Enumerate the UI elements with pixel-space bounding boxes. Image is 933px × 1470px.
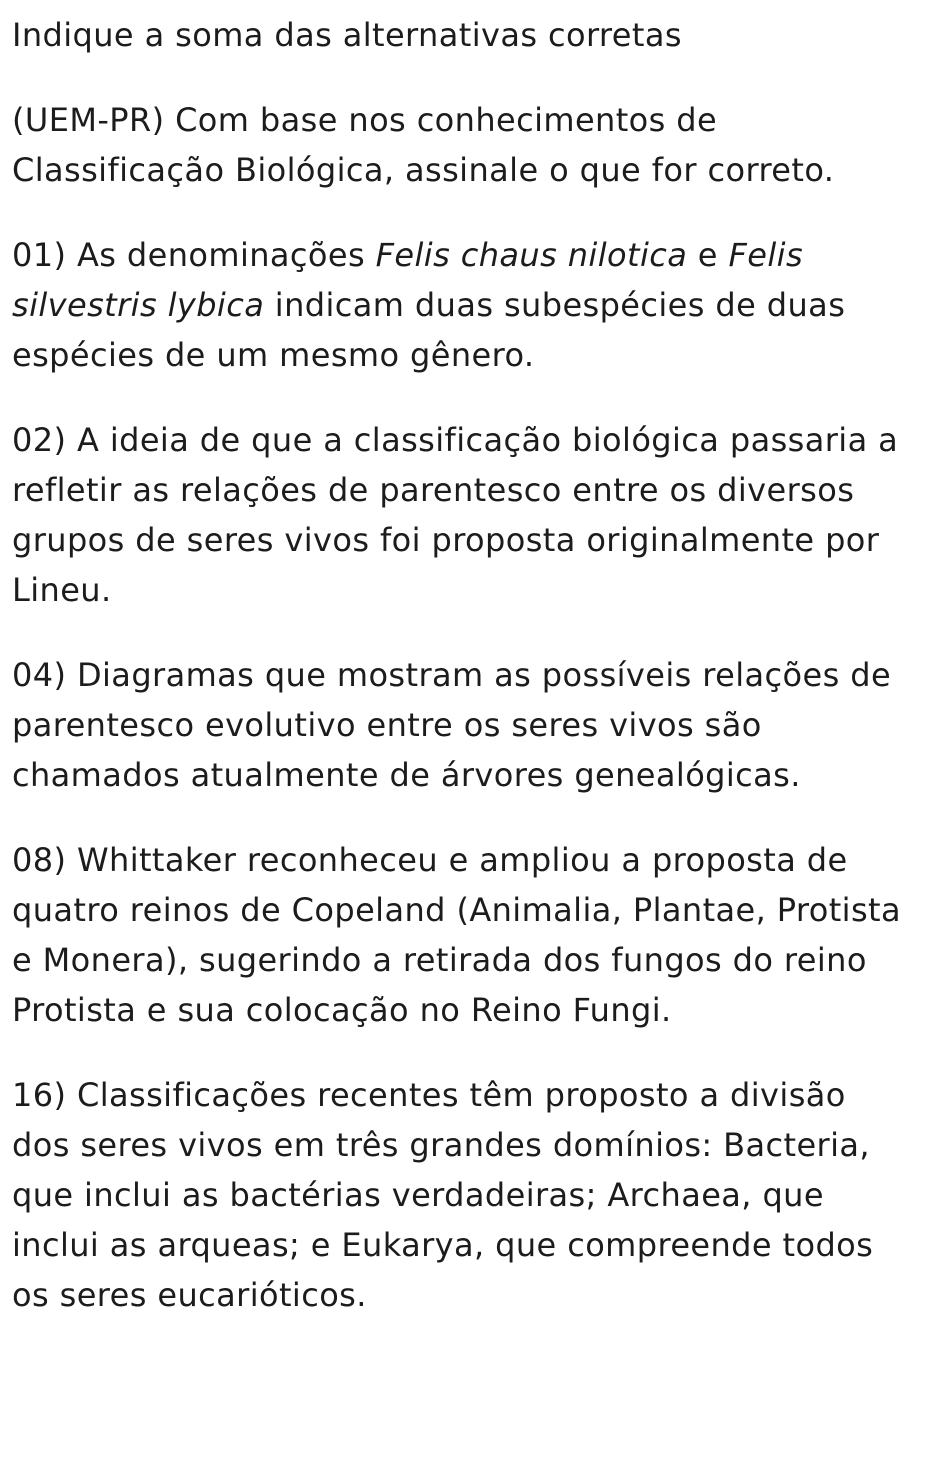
alternative-16: 16) Classificações recentes têm proposto a divisão dos seres vivos em três grandes domínios: Bacteria, que inclui as bactérias verdadeiras; Archaea, que inclui as arqueas; e Eukarya, que compreende todos os seres eucarióticos. [12, 1076, 874, 1314]
alternative-01 [12, 230, 912, 380]
alternative-04: 04) Diagramas que mostram as possíveis relações de parentesco evolutivo entre os seres vivos são chamados atualmente de árvores genealógicas. [12, 656, 892, 794]
alternative-02: 02) A ideia de que a classificação biológica passaria a refletir as relações de parentesco entre os diversos grupos de seres vivos foi proposta originalmente por Lineu. [12, 421, 899, 609]
question-title: Indique a soma das alternativas corretas [12, 16, 682, 54]
species-name-2: Felis silvestris lybica [12, 236, 804, 324]
species-name-1: Felis chaus nilotica [375, 236, 688, 274]
alternative-01-suffix: indicam duas subespécies de duas espécies de um mesmo gênero. [12, 286, 846, 374]
question-intro: (UEM-PR) Com base nos conhecimentos de Classificação Biológica, assinale o que for correto. [12, 101, 835, 189]
question-document [12, 10, 912, 1355]
alternative-08: 08) Whittaker reconheceu e ampliou a proposta de quatro reinos de Copeland (Animalia, Plantae, Protista e Monera), sugerindo a retirada dos fungos do reino Protista e sua colocação no Reino Fungi. [12, 841, 902, 1029]
alternative-01-mid: e [687, 236, 729, 274]
alternative-01-prefix: 01) As denominações [12, 236, 376, 274]
